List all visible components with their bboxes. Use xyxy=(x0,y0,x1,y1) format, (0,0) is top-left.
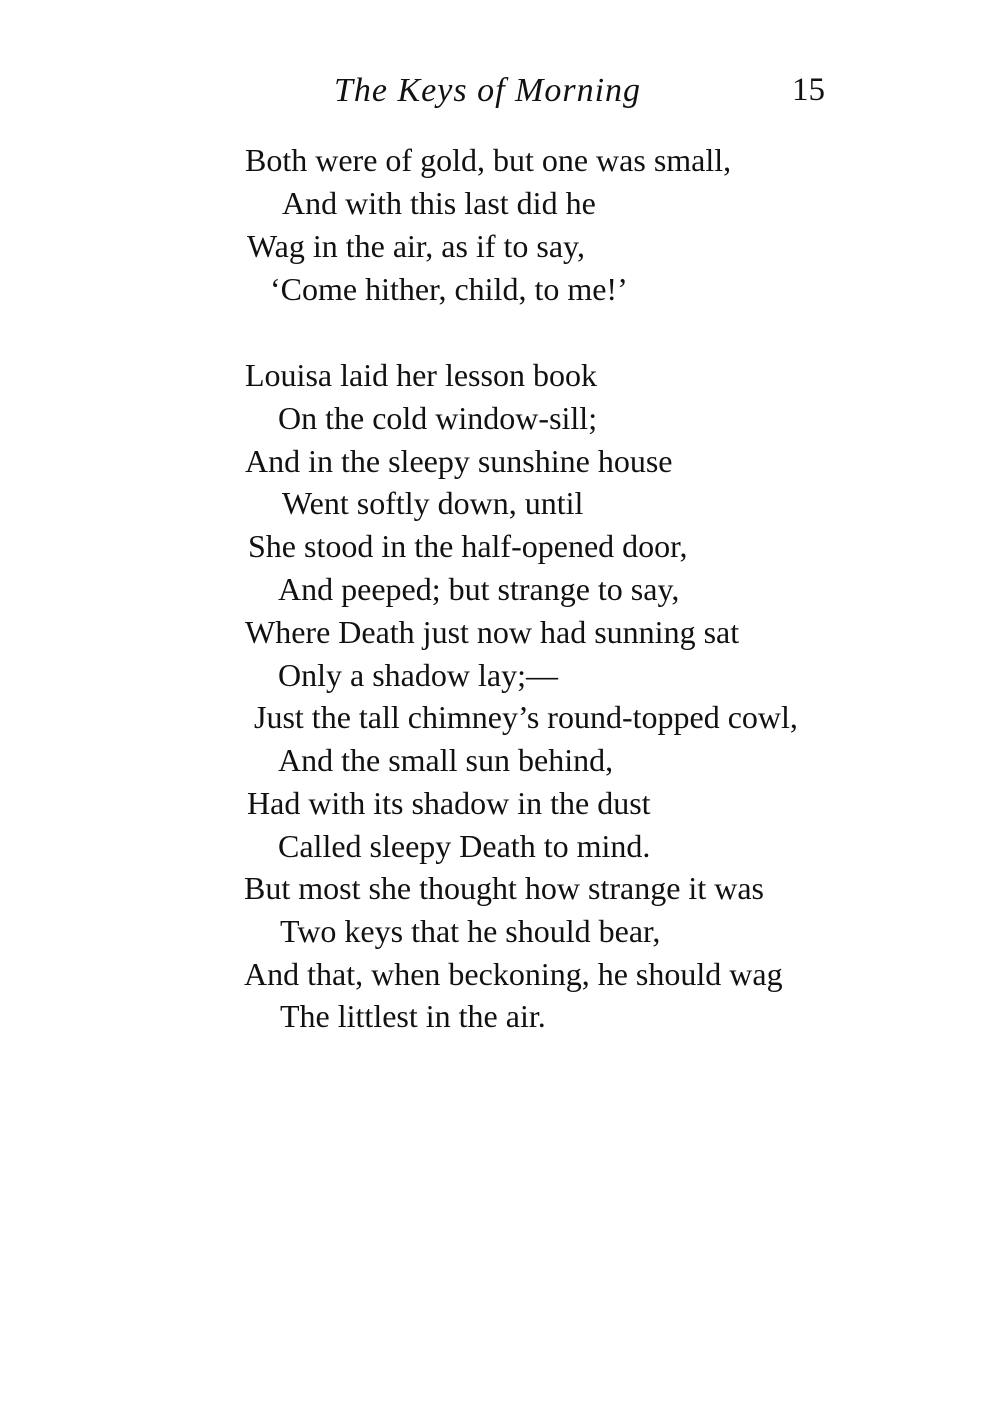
poem-line: Louisa laid her lesson book xyxy=(245,357,597,393)
poem-line: She stood in the half-opened door, xyxy=(248,528,688,564)
running-title: The Keys of Morning xyxy=(334,72,642,109)
poem-line: Both were of gold, but one was small, xyxy=(245,142,732,178)
poem-line: Only a shadow lay;— xyxy=(278,657,558,693)
poem-line: ‘Come hither, child, to me!’ xyxy=(270,271,628,307)
poem-line: And peeped; but strange to say, xyxy=(278,571,680,607)
page-number: 15 xyxy=(792,72,825,108)
poem-line: But most she thought how strange it was xyxy=(244,870,764,906)
poem-line: Just the tall chimney’s round-topped cowl, xyxy=(254,699,798,735)
poem-line: And the small sun behind, xyxy=(278,742,614,778)
poem-line: Had with its shadow in the dust xyxy=(247,785,651,821)
poem-line: Two keys that he should bear, xyxy=(280,913,661,949)
poem-line: And in the sleepy sunshine house xyxy=(245,443,673,479)
poem-line: Where Death just now had sunning sat xyxy=(245,614,740,650)
poem-line: And with this last did he xyxy=(282,185,596,221)
poem-line: Wag in the air, as if to say, xyxy=(247,228,585,264)
poem-line: Went softly down, until xyxy=(282,485,584,521)
poem-line: Called sleepy Death to mind. xyxy=(278,828,651,864)
poem-line: The littlest in the air. xyxy=(280,998,546,1034)
poem-line: On the cold window-sill; xyxy=(278,400,598,436)
poem-line: And that, when beckoning, he should wag xyxy=(244,956,783,992)
